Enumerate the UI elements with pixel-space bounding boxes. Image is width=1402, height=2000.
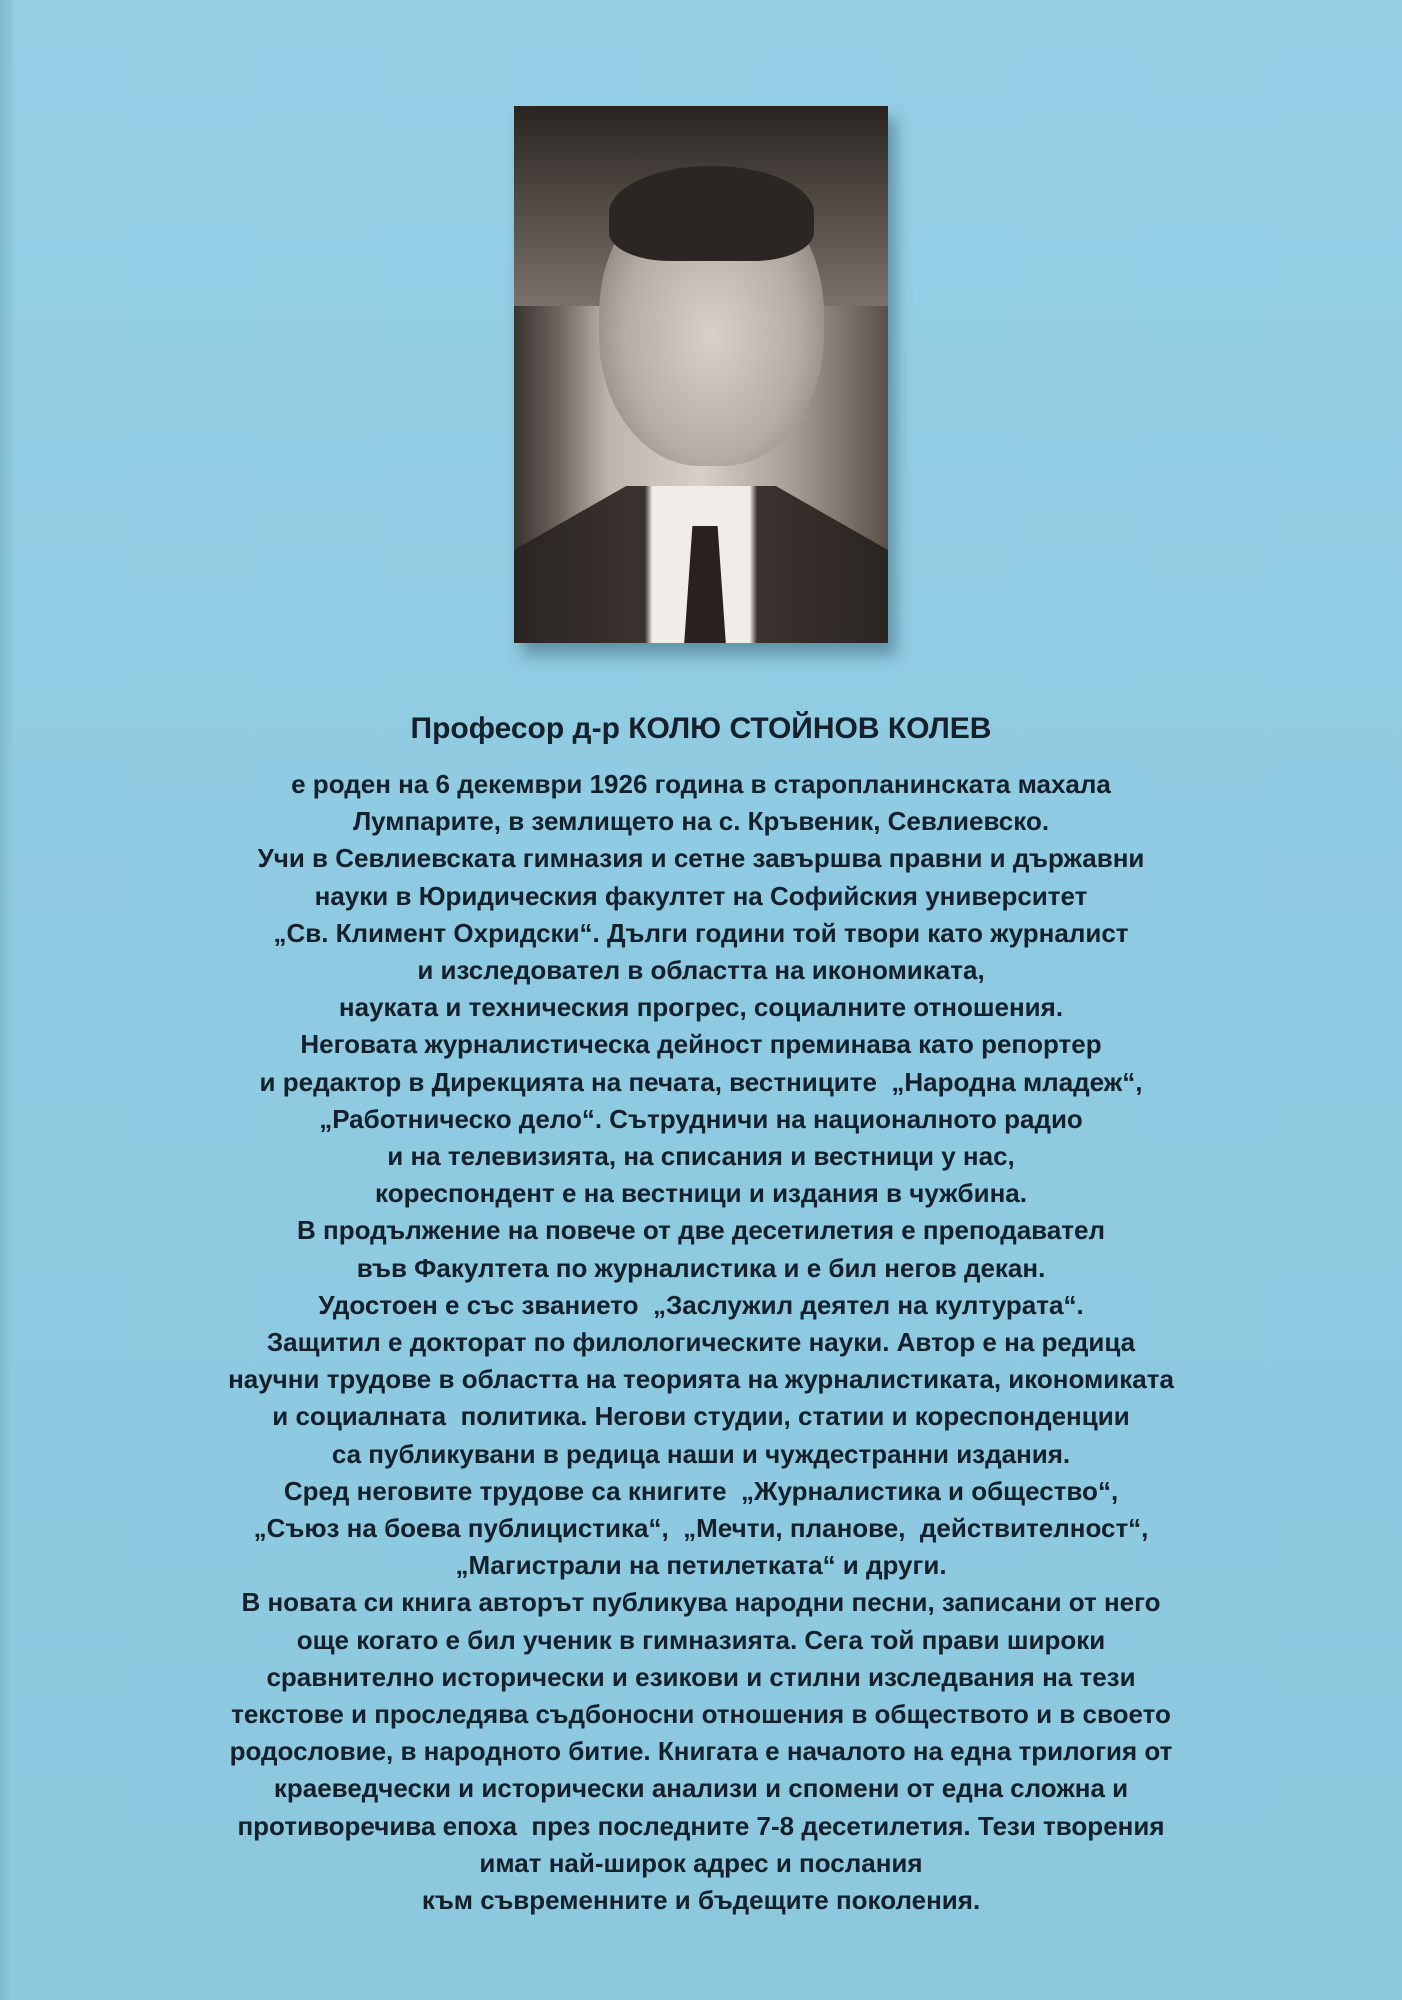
biography-line: и изследовател в областта на икономиката, — [417, 955, 985, 986]
biography-line: във Факултета по журналистика и е бил негов декан. — [356, 1252, 1046, 1283]
biography-line: и редактор в Дирекцията на печата, вестниците „Народна младеж“, — [259, 1066, 1143, 1097]
biography-line: към съвременните и бъдещите поколения. — [421, 1885, 981, 1916]
biography-line: имат най-широк адрес и послания — [479, 1847, 923, 1878]
biography-line: Учи в Севлиевската гимназия и сетне завършва правни и държавни — [257, 843, 1145, 874]
biography-line: и на телевизията, на списания и вестници у нас, — [387, 1141, 1015, 1172]
biography-line: „Магистрали на петилетката“ и други. — [455, 1550, 947, 1581]
biography-line: Защитил е докторат по филологическите науки. Автор е на редица — [266, 1327, 1136, 1358]
biography-line: още когато е бил ученик в гимназията. Сега той прави широки — [296, 1624, 1106, 1655]
biography-line: родословие, в народното битие. Книгата е началото на една трилогия от — [229, 1736, 1173, 1767]
biography-line: Лумпарите, в землището на с. Кръвеник, Севлиевско. — [352, 806, 1050, 837]
biography-line: текстове и проследява съдбоносни отношения в обществото и в своето — [231, 1699, 1171, 1730]
biography-line: „Съюз на боева публицистика“, „Мечти, планове, действителност“, — [253, 1513, 1149, 1544]
photo-hair — [609, 166, 814, 261]
biography-line: са публикувани в редица наши и чуждестранни издания. — [331, 1438, 1071, 1469]
biography-line: научни трудове в областта на теорията на журналистиката, икономиката — [228, 1364, 1174, 1395]
biography-line: кореспондент е на вестници и издания в чужбина. — [375, 1178, 1027, 1209]
biography-line: В новата си книга авторът публикува народни песни, записани от него — [241, 1587, 1161, 1618]
biography-line: сравнително исторически и езикови и стилни изследвания на тези — [266, 1661, 1136, 1692]
biography-line: противоречива епоха през последните 7-8 десетилетия. Тези творения — [237, 1810, 1165, 1841]
biography-line: и социалната политика. Негови студии, статии и кореспонденции — [272, 1401, 1130, 1432]
biography-line: „Работническо дело“. Сътрудничи на националното радио — [319, 1103, 1083, 1134]
biography-line: Сред неговите трудове са книгите „Журналистика и общество“, — [283, 1475, 1119, 1506]
author-biography — [0, 766, 1402, 1919]
biography-line: краеведчески и исторически анализи и спомени от една сложна и — [273, 1773, 1129, 1804]
biography-line: Неговата журналистическа дейност преминава като репортер — [300, 1029, 1102, 1060]
biography-line: е роден на 6 декември 1926 година в старопланинската махала — [291, 769, 1111, 799]
biography-line: науки в Юридическия факултет на Софийския университет — [314, 880, 1088, 911]
author-title: Професор д-р КОЛЮ СТОЙНОВ КОЛЕВ — [410, 712, 992, 745]
biography-line: „Св. Климент Охридски“. Дълги години той твори като журналист — [273, 917, 1129, 948]
biography-line: Удостоен е със званието „Заслужил деятел на културата“. — [318, 1289, 1084, 1320]
biography-line: В продължение на повече от две десетилетия е преподавател — [297, 1215, 1105, 1246]
biography-line: науката и техническия прогрес, социалните отношения. — [338, 992, 1064, 1023]
author-portrait-photo — [514, 106, 888, 643]
